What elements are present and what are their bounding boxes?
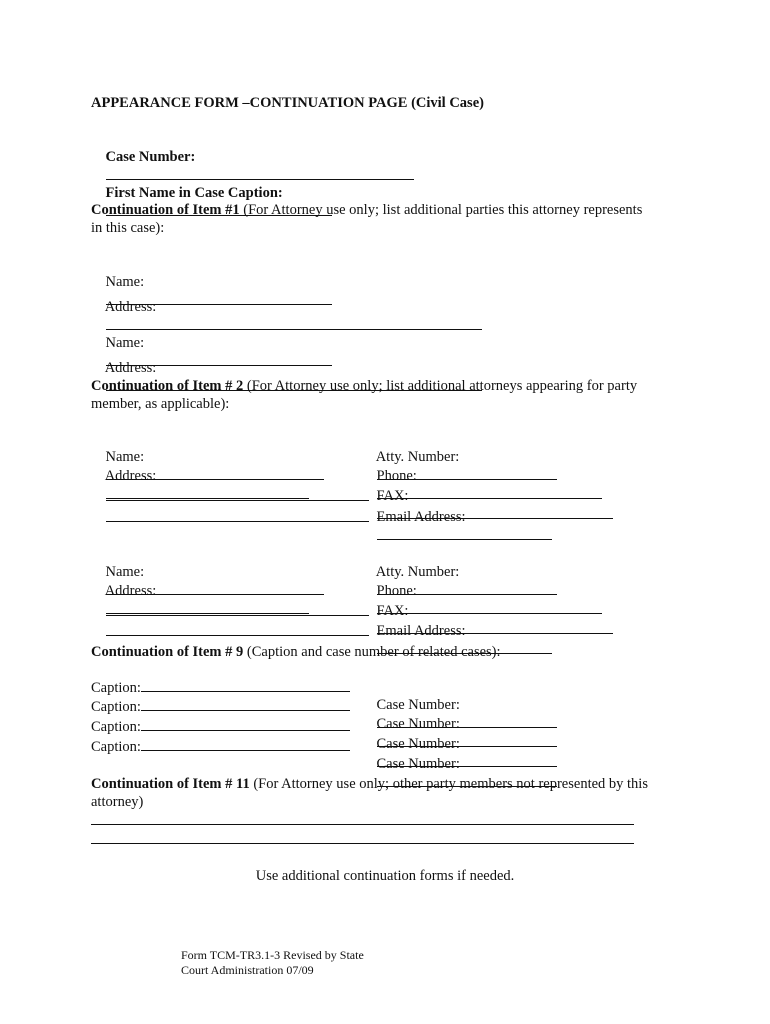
case-number-label: Case Number:: [105, 149, 196, 165]
first-name-label: First Name in Case Caption:: [105, 185, 283, 201]
footer-line-2: Court Administration 07/09: [181, 963, 314, 977]
item1-desc-line1: (For Attorney use only; list additional parties this attorney represents: [239, 202, 643, 218]
item2-desc-line1: (For Attorney use only; list additional attorneys appearing for party: [243, 378, 638, 394]
item9-case-label: Case Number:: [376, 756, 460, 772]
item11-desc-line2: attorney): [91, 794, 144, 810]
item2-email-row-2: [362, 604, 552, 677]
item9-caption-label: Caption:: [91, 739, 141, 755]
item2-name-label: Name:: [105, 564, 145, 580]
item11-desc-line1: (For Attorney use only; other party members not represented by this: [249, 776, 648, 792]
item1-name-label: Name:: [105, 335, 145, 351]
item9-case-label: Case Number:: [376, 697, 460, 713]
item9-caption-field[interactable]: [141, 678, 350, 692]
item2-atty-label: Atty. Number:: [375, 449, 460, 465]
item1-desc-line2: in this case):: [91, 220, 165, 236]
item2-address-extra2-field[interactable]: [106, 508, 369, 522]
item9-heading: Continuation of Item # 9: [91, 644, 244, 660]
item9-caption-label: Caption:: [91, 680, 141, 696]
item2-name-label: Name:: [105, 449, 145, 465]
item9-caption-row-2: [91, 697, 350, 716]
item2-email-field[interactable]: [377, 526, 552, 540]
form-footer: [181, 948, 364, 978]
item2-address-extra2-row-1: [91, 490, 369, 545]
item9-caption-row-1: [91, 678, 350, 697]
item9-caption-label: Caption:: [91, 699, 141, 715]
item2-phone-label: Phone:: [376, 583, 417, 599]
item11-heading-row: [91, 775, 648, 793]
item9-caption-field[interactable]: [141, 737, 350, 751]
item9-caption-row-3: [91, 717, 350, 736]
item9-caption-field[interactable]: [141, 717, 350, 731]
item2-heading: Continuation of Item # 2: [91, 378, 244, 394]
item2-atty-label: Atty. Number:: [375, 564, 460, 580]
item9-desc: (Caption and case number of related cases):: [243, 644, 501, 660]
page-title: APPEARANCE FORM –CONTINUATION PAGE (Civil Case): [91, 95, 484, 111]
item1-address-label: Address:: [104, 299, 157, 315]
item2-address-extra2-field[interactable]: [106, 622, 369, 636]
item2-email-label: Email Address:: [376, 509, 466, 525]
item2-fax-label: FAX:: [376, 603, 409, 619]
item1-heading: Continuation of Item #1: [91, 202, 240, 218]
footer-line-1: Form TCM-TR3.1-3 Revised by State: [181, 948, 364, 962]
item1-name-label: Name:: [105, 274, 145, 290]
item1-address-label: Address:: [104, 360, 157, 376]
item11-line-2[interactable]: [91, 843, 634, 844]
item2-fax-label: FAX:: [376, 488, 409, 504]
item2-address-label: Address:: [104, 468, 157, 484]
continuation-note: Use additional continuation forms if needed.: [255, 868, 515, 884]
item9-caption-label: Caption:: [91, 719, 141, 735]
item1-heading-row: [91, 201, 642, 219]
item2-email-label: Email Address:: [376, 623, 466, 639]
item9-heading-row: [91, 643, 501, 661]
item2-phone-label: Phone:: [376, 468, 417, 484]
item9-caption-field[interactable]: [141, 697, 350, 711]
item9-case-label: Case Number:: [376, 716, 460, 732]
item9-case-row-4: [362, 737, 557, 810]
item11-line-1[interactable]: [91, 824, 634, 825]
item9-case-label: Case Number:: [376, 736, 460, 752]
item2-heading-row: [91, 377, 637, 395]
item9-caption-row-4: [91, 737, 350, 756]
item11-heading: Continuation of Item # 11: [91, 776, 250, 792]
item2-desc-line2: member, as applicable):: [91, 396, 230, 412]
item2-address-label: Address:: [104, 583, 157, 599]
